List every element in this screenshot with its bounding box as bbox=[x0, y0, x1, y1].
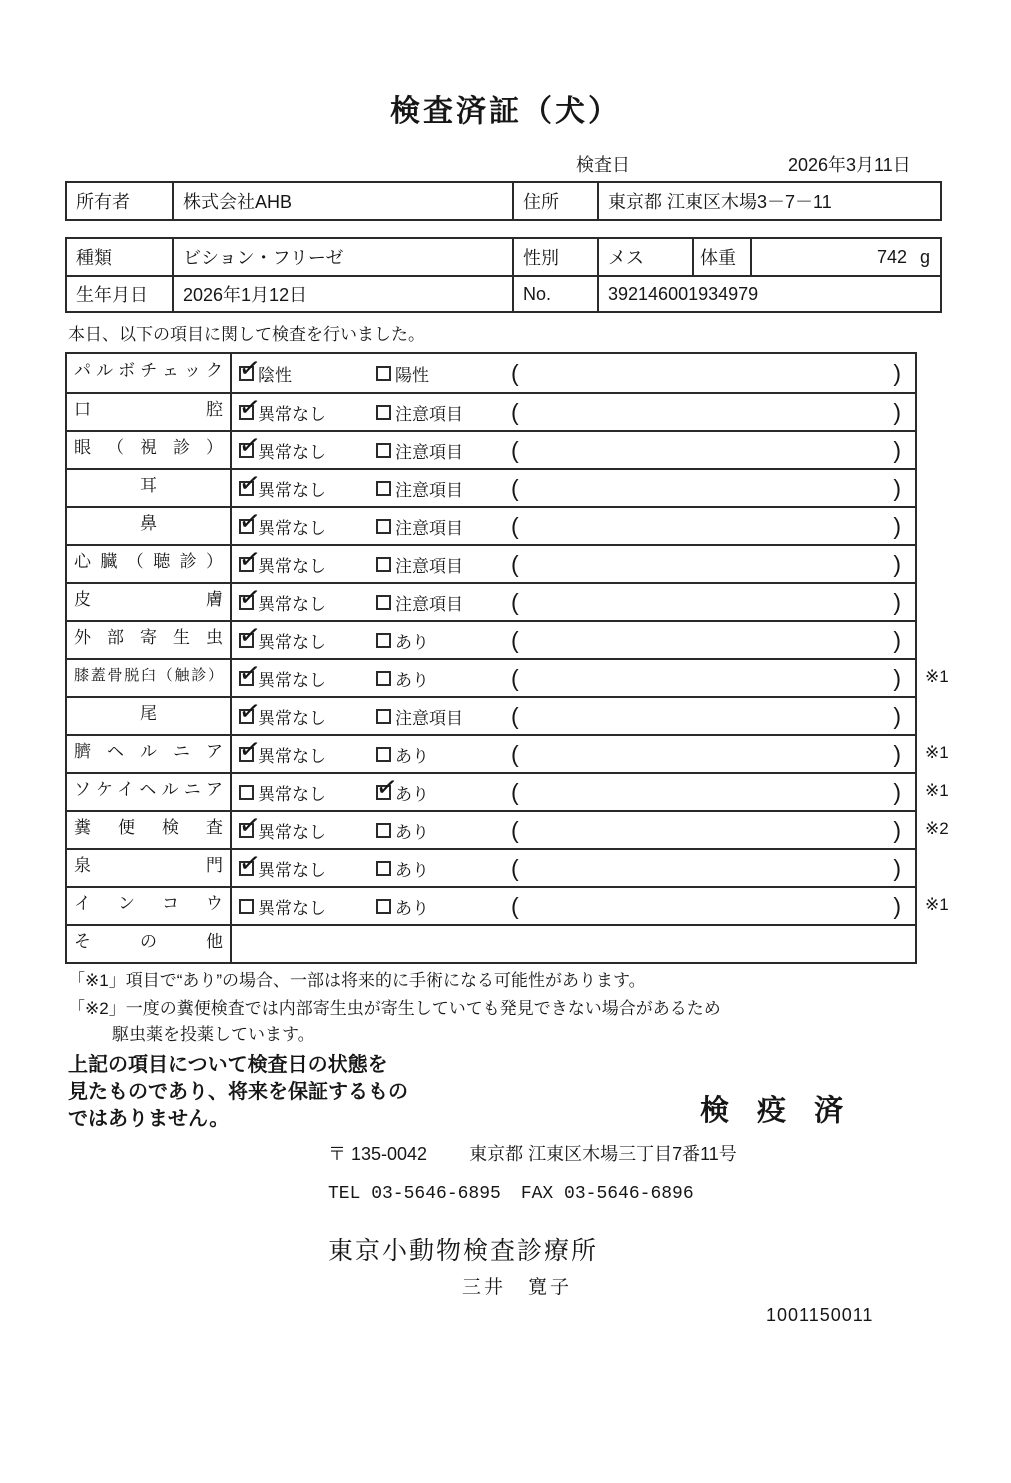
checkbox-icon bbox=[239, 899, 254, 914]
checkbox-icon bbox=[376, 861, 391, 876]
checkbox-icon bbox=[237, 504, 263, 537]
paren-open: ( bbox=[511, 512, 519, 539]
disclaimer-line-2: 見たものであり、将来を保証するもの bbox=[68, 1081, 408, 1103]
check-mark-icon: ✓ bbox=[237, 542, 263, 575]
paren-open: ( bbox=[511, 436, 519, 463]
paren-open: ( bbox=[511, 892, 519, 919]
option-2 bbox=[376, 666, 509, 691]
paren-open: ( bbox=[511, 588, 519, 615]
item-options bbox=[232, 428, 915, 468]
item-options bbox=[232, 846, 915, 886]
checklist-row-umbilical-hernia bbox=[67, 732, 949, 772]
check-mark-icon: ✓ bbox=[237, 808, 263, 841]
paren-close: ) bbox=[893, 892, 901, 919]
item-options bbox=[232, 390, 915, 430]
remarks-field bbox=[509, 855, 915, 882]
footnote-ref: ※1 bbox=[925, 895, 949, 914]
option-2-label: あり bbox=[395, 746, 429, 766]
checklist-row-heart bbox=[67, 544, 915, 582]
item-options bbox=[232, 580, 915, 620]
checkbox-icon bbox=[376, 709, 391, 724]
option-1-label: 異常なし bbox=[258, 442, 326, 462]
checkbox-icon bbox=[376, 366, 391, 381]
owner-value: 株式会社AHB bbox=[172, 183, 512, 219]
option-1-label: 異常なし bbox=[258, 556, 326, 576]
option-1 bbox=[237, 504, 376, 539]
breed-value: ビション・フリーゼ bbox=[172, 239, 512, 275]
footnote-2: 「※2」一度の糞便検査では内部寄生虫が寄生していても発見できない場合があるため bbox=[68, 999, 721, 1018]
inspection-date-label: 検査日 bbox=[576, 155, 630, 175]
footnote-2-continued: 駆虫薬を投薬しています。 bbox=[112, 1025, 315, 1044]
option-1-label: 異常なし bbox=[258, 898, 326, 918]
inspection-date-value: 2026年3月11日 bbox=[788, 155, 911, 175]
paren-open: ( bbox=[511, 474, 519, 501]
paren-close: ) bbox=[893, 702, 901, 729]
remarks-field bbox=[509, 475, 915, 502]
checkbox-icon bbox=[376, 595, 391, 610]
option-1 bbox=[237, 618, 376, 653]
item-label: 耳 bbox=[67, 470, 232, 506]
weight-unit: g bbox=[919, 246, 930, 267]
item-options bbox=[232, 466, 915, 506]
option-2 bbox=[376, 628, 509, 653]
checkbox-icon bbox=[237, 351, 263, 384]
option-2-label: 注意項目 bbox=[395, 518, 463, 538]
checklist-row-eyes bbox=[67, 430, 915, 468]
option-1 bbox=[237, 542, 376, 577]
checkbox-icon bbox=[237, 656, 263, 689]
checkbox-icon bbox=[237, 390, 263, 423]
footnote-ref: ※1 bbox=[925, 781, 949, 800]
item-label: 外部寄生虫 bbox=[67, 622, 232, 658]
weight-label: 体重 bbox=[692, 239, 750, 275]
paren-open: ( bbox=[511, 702, 519, 729]
checkbox-icon bbox=[237, 466, 263, 499]
pet-row-2 bbox=[67, 275, 940, 311]
option-1-label: 陰性 bbox=[258, 365, 292, 385]
remarks-field bbox=[509, 551, 915, 578]
option-2-label: 注意項目 bbox=[395, 480, 463, 500]
address-value: 東京都 江東区木場3－7－11 bbox=[597, 183, 940, 219]
postal-code: 〒 135-0042 bbox=[328, 1144, 428, 1164]
checkbox-icon bbox=[237, 732, 263, 765]
option-1-label: 異常なし bbox=[258, 708, 326, 728]
check-mark-icon: ✓ bbox=[237, 580, 263, 613]
check-mark-icon: ✓ bbox=[237, 732, 263, 765]
remarks-field bbox=[509, 513, 915, 540]
owner-row bbox=[67, 183, 940, 219]
checkbox-icon bbox=[237, 808, 263, 841]
option-1 bbox=[237, 351, 376, 386]
option-2-label: 注意項目 bbox=[395, 442, 463, 462]
checkbox-icon bbox=[237, 428, 263, 461]
disclaimer-text bbox=[68, 1052, 408, 1133]
option-2 bbox=[376, 400, 509, 425]
option-2 bbox=[376, 361, 509, 386]
footnote-ref: ※2 bbox=[925, 819, 949, 838]
page-title: 検査済証（犬） bbox=[390, 95, 621, 128]
remarks-field bbox=[509, 589, 915, 616]
option-2-label: あり bbox=[395, 670, 429, 690]
quarantine-stamp: 検 疫 済 bbox=[700, 1095, 854, 1127]
option-1 bbox=[237, 390, 376, 425]
paren-open: ( bbox=[511, 664, 519, 691]
birth-label: 生年月日 bbox=[76, 285, 148, 305]
paren-close: ) bbox=[893, 816, 901, 843]
checkbox-icon bbox=[376, 557, 391, 572]
weight-value: 742 bbox=[876, 246, 907, 267]
item-options bbox=[232, 656, 915, 696]
paren-close: ) bbox=[893, 436, 901, 463]
option-2 bbox=[374, 770, 509, 805]
item-options bbox=[232, 542, 915, 582]
item-options bbox=[232, 732, 915, 772]
checklist-table bbox=[65, 351, 949, 964]
check-mark-icon: ✓ bbox=[237, 618, 263, 651]
item-label: 膝蓋骨脱臼（触診） bbox=[67, 660, 232, 696]
checkbox-icon bbox=[237, 694, 263, 727]
item-options bbox=[232, 888, 915, 924]
checkbox-icon bbox=[376, 899, 391, 914]
option-1-label: 異常なし bbox=[258, 822, 326, 842]
clinic-name: 東京小動物検査診療所 bbox=[328, 1237, 599, 1265]
option-1 bbox=[237, 428, 376, 463]
paren-open: ( bbox=[511, 816, 519, 843]
checkbox-icon bbox=[237, 618, 263, 651]
option-2 bbox=[376, 514, 509, 539]
birth-value: 2026年1月12日 bbox=[172, 277, 512, 311]
paren-close: ) bbox=[893, 664, 901, 691]
item-options bbox=[232, 504, 915, 544]
remarks-field bbox=[509, 360, 915, 387]
clinic-tel: TEL 03-5646-6895 bbox=[328, 1184, 501, 1204]
checkbox-icon bbox=[376, 633, 391, 648]
option-1 bbox=[237, 656, 376, 691]
remarks-field bbox=[509, 779, 915, 806]
item-label: 口腔 bbox=[67, 394, 232, 430]
address-label: 住所 bbox=[512, 183, 597, 219]
checklist-row-other bbox=[67, 924, 915, 962]
option-1 bbox=[237, 846, 376, 881]
checklist-row-skin bbox=[67, 582, 915, 620]
checklist-row-inguinal-hernia bbox=[67, 770, 949, 810]
checklist-row-parvo bbox=[67, 351, 915, 392]
checkbox-icon bbox=[376, 747, 391, 762]
option-2-label: あり bbox=[395, 822, 429, 842]
checkbox-icon bbox=[376, 823, 391, 838]
item-label: 皮膚 bbox=[67, 584, 232, 620]
option-1 bbox=[239, 780, 376, 805]
item-label: パルボチェック bbox=[67, 354, 232, 392]
check-mark-icon: ✓ bbox=[374, 770, 400, 803]
no-value: 392146001934979 bbox=[597, 277, 940, 311]
checklist-row-mouth bbox=[67, 392, 915, 430]
remarks-field bbox=[509, 665, 915, 692]
remarks-field bbox=[509, 741, 915, 768]
remarks-field bbox=[509, 437, 915, 464]
sex-label: 性別 bbox=[512, 239, 597, 275]
checkbox-icon bbox=[237, 846, 263, 879]
check-mark-icon: ✓ bbox=[237, 846, 263, 879]
option-2-label: 注意項目 bbox=[395, 404, 463, 424]
checkbox-icon bbox=[376, 519, 391, 534]
checkbox-icon bbox=[376, 405, 391, 420]
paren-close: ) bbox=[893, 550, 901, 577]
item-label: ソケイヘルニア bbox=[67, 774, 232, 810]
option-1 bbox=[237, 466, 376, 501]
option-2-label: あり bbox=[395, 860, 429, 880]
checklist-row-ears bbox=[67, 468, 915, 506]
check-mark-icon: ✓ bbox=[237, 694, 263, 727]
option-2 bbox=[376, 704, 509, 729]
option-1-label: 異常なし bbox=[258, 632, 326, 652]
paren-open: ( bbox=[511, 398, 519, 425]
option-2-label: 注意項目 bbox=[395, 594, 463, 614]
checklist-row-tail bbox=[67, 696, 915, 734]
owner-table bbox=[65, 181, 942, 221]
option-2 bbox=[376, 552, 509, 577]
option-1 bbox=[239, 894, 376, 919]
check-mark-icon: ✓ bbox=[237, 428, 263, 461]
option-2 bbox=[376, 856, 509, 881]
option-2-label: 陽性 bbox=[395, 365, 429, 385]
paren-close: ) bbox=[893, 626, 901, 653]
option-2-label: あり bbox=[395, 632, 429, 652]
checklist-row-fontanelle bbox=[67, 848, 915, 886]
option-1-label: 異常なし bbox=[258, 746, 326, 766]
option-2-label: あり bbox=[395, 898, 429, 918]
checklist-row-inkou bbox=[67, 886, 949, 924]
check-mark-icon: ✓ bbox=[237, 351, 263, 384]
option-1-label: 異常なし bbox=[258, 670, 326, 690]
option-1 bbox=[237, 580, 376, 615]
sex-value: メス bbox=[597, 239, 692, 275]
item-options bbox=[232, 808, 915, 848]
paren-open: ( bbox=[511, 626, 519, 653]
option-1-label: 異常なし bbox=[258, 860, 326, 880]
remarks-field bbox=[509, 627, 915, 654]
footnote-1: 「※1」項目で“あり”の場合、一部は将来的に手術になる可能性があります。 bbox=[68, 971, 646, 990]
paren-close: ) bbox=[893, 512, 901, 539]
paren-close: ) bbox=[893, 740, 901, 767]
owner-label: 所有者 bbox=[76, 192, 130, 212]
check-mark-icon: ✓ bbox=[237, 390, 263, 423]
checklist-row-fecal-exam bbox=[67, 808, 949, 848]
checkbox-icon bbox=[376, 481, 391, 496]
checkbox-icon bbox=[376, 443, 391, 458]
item-label: 泉門 bbox=[67, 850, 232, 886]
checkbox-icon bbox=[237, 580, 263, 613]
paren-open: ( bbox=[511, 854, 519, 881]
item-label: その他 bbox=[67, 926, 232, 962]
checkbox-icon bbox=[237, 542, 263, 575]
checklist-row-parasites bbox=[67, 620, 915, 658]
clinic-address: 東京都 江東区木場三丁目7番11号 bbox=[469, 1144, 737, 1164]
clinic-tel-fax bbox=[328, 1184, 694, 1204]
disclaimer-line-3: ではありません。 bbox=[68, 1108, 230, 1130]
item-label: 鼻 bbox=[67, 508, 232, 544]
option-2-label: 注意項目 bbox=[395, 556, 463, 576]
option-1 bbox=[237, 732, 376, 767]
footnote-ref: ※1 bbox=[925, 667, 949, 686]
clinic-fax: FAX 03-5646-6896 bbox=[520, 1184, 694, 1204]
intro-text: 本日、以下の項目に関して検査を行いました。 bbox=[68, 325, 425, 344]
item-label: 心臓（聴診） bbox=[67, 546, 232, 582]
paren-close: ) bbox=[893, 588, 901, 615]
disclaimer-line-1: 上記の項目について検査日の状態を bbox=[68, 1054, 388, 1076]
item-label: 臍ヘルニア bbox=[67, 736, 232, 772]
option-1-label: 異常なし bbox=[258, 404, 326, 424]
paren-close: ) bbox=[893, 474, 901, 501]
option-1-label: 異常なし bbox=[258, 480, 326, 500]
remarks-field bbox=[509, 817, 915, 844]
option-2 bbox=[376, 590, 509, 615]
item-label: 尾 bbox=[67, 698, 232, 734]
option-1 bbox=[237, 808, 376, 843]
option-1-label: 異常なし bbox=[258, 518, 326, 538]
pet-row-1 bbox=[67, 239, 940, 275]
item-options bbox=[232, 694, 915, 734]
check-mark-icon: ✓ bbox=[237, 504, 263, 537]
checkbox-icon bbox=[374, 770, 400, 803]
no-label: No. bbox=[512, 277, 597, 311]
item-options bbox=[232, 770, 915, 810]
option-2 bbox=[376, 476, 509, 501]
option-2 bbox=[376, 894, 509, 919]
option-2 bbox=[376, 818, 509, 843]
paren-open: ( bbox=[511, 550, 519, 577]
paren-open: ( bbox=[511, 778, 519, 805]
paren-close: ) bbox=[893, 778, 901, 805]
item-label: インコウ bbox=[67, 888, 232, 924]
remarks-field bbox=[509, 893, 915, 920]
check-mark-icon: ✓ bbox=[237, 466, 263, 499]
clinic-postal-address bbox=[328, 1140, 737, 1166]
option-2-label: 注意項目 bbox=[395, 708, 463, 728]
document-code: 1001150011 bbox=[766, 1305, 874, 1325]
remarks-field bbox=[509, 399, 915, 426]
checklist-row-nose bbox=[67, 506, 915, 544]
item-label: 糞便検査 bbox=[67, 812, 232, 848]
item-options bbox=[232, 351, 915, 392]
option-2 bbox=[376, 742, 509, 767]
weight-cell bbox=[750, 239, 940, 275]
checkbox-icon bbox=[376, 671, 391, 686]
paren-open: ( bbox=[511, 359, 519, 386]
pet-table bbox=[65, 237, 942, 313]
option-1 bbox=[237, 694, 376, 729]
checkbox-icon bbox=[239, 785, 254, 800]
paren-close: ) bbox=[893, 359, 901, 386]
option-2-label: あり bbox=[395, 784, 429, 804]
item-options bbox=[232, 618, 915, 658]
breed-label: 種類 bbox=[76, 248, 112, 268]
footnote-ref: ※1 bbox=[925, 743, 949, 762]
check-mark-icon: ✓ bbox=[237, 656, 263, 689]
item-options-empty bbox=[232, 926, 915, 962]
option-1-label: 異常なし bbox=[258, 594, 326, 614]
paren-close: ) bbox=[893, 854, 901, 881]
paren-close: ) bbox=[893, 398, 901, 425]
checklist-row-patella bbox=[67, 656, 949, 696]
remarks-field bbox=[509, 703, 915, 730]
item-label: 眼（視診） bbox=[67, 432, 232, 468]
option-2 bbox=[376, 438, 509, 463]
option-1-label: 異常なし bbox=[258, 784, 326, 804]
veterinarian-name: 三井 寛子 bbox=[462, 1277, 573, 1298]
paren-open: ( bbox=[511, 740, 519, 767]
